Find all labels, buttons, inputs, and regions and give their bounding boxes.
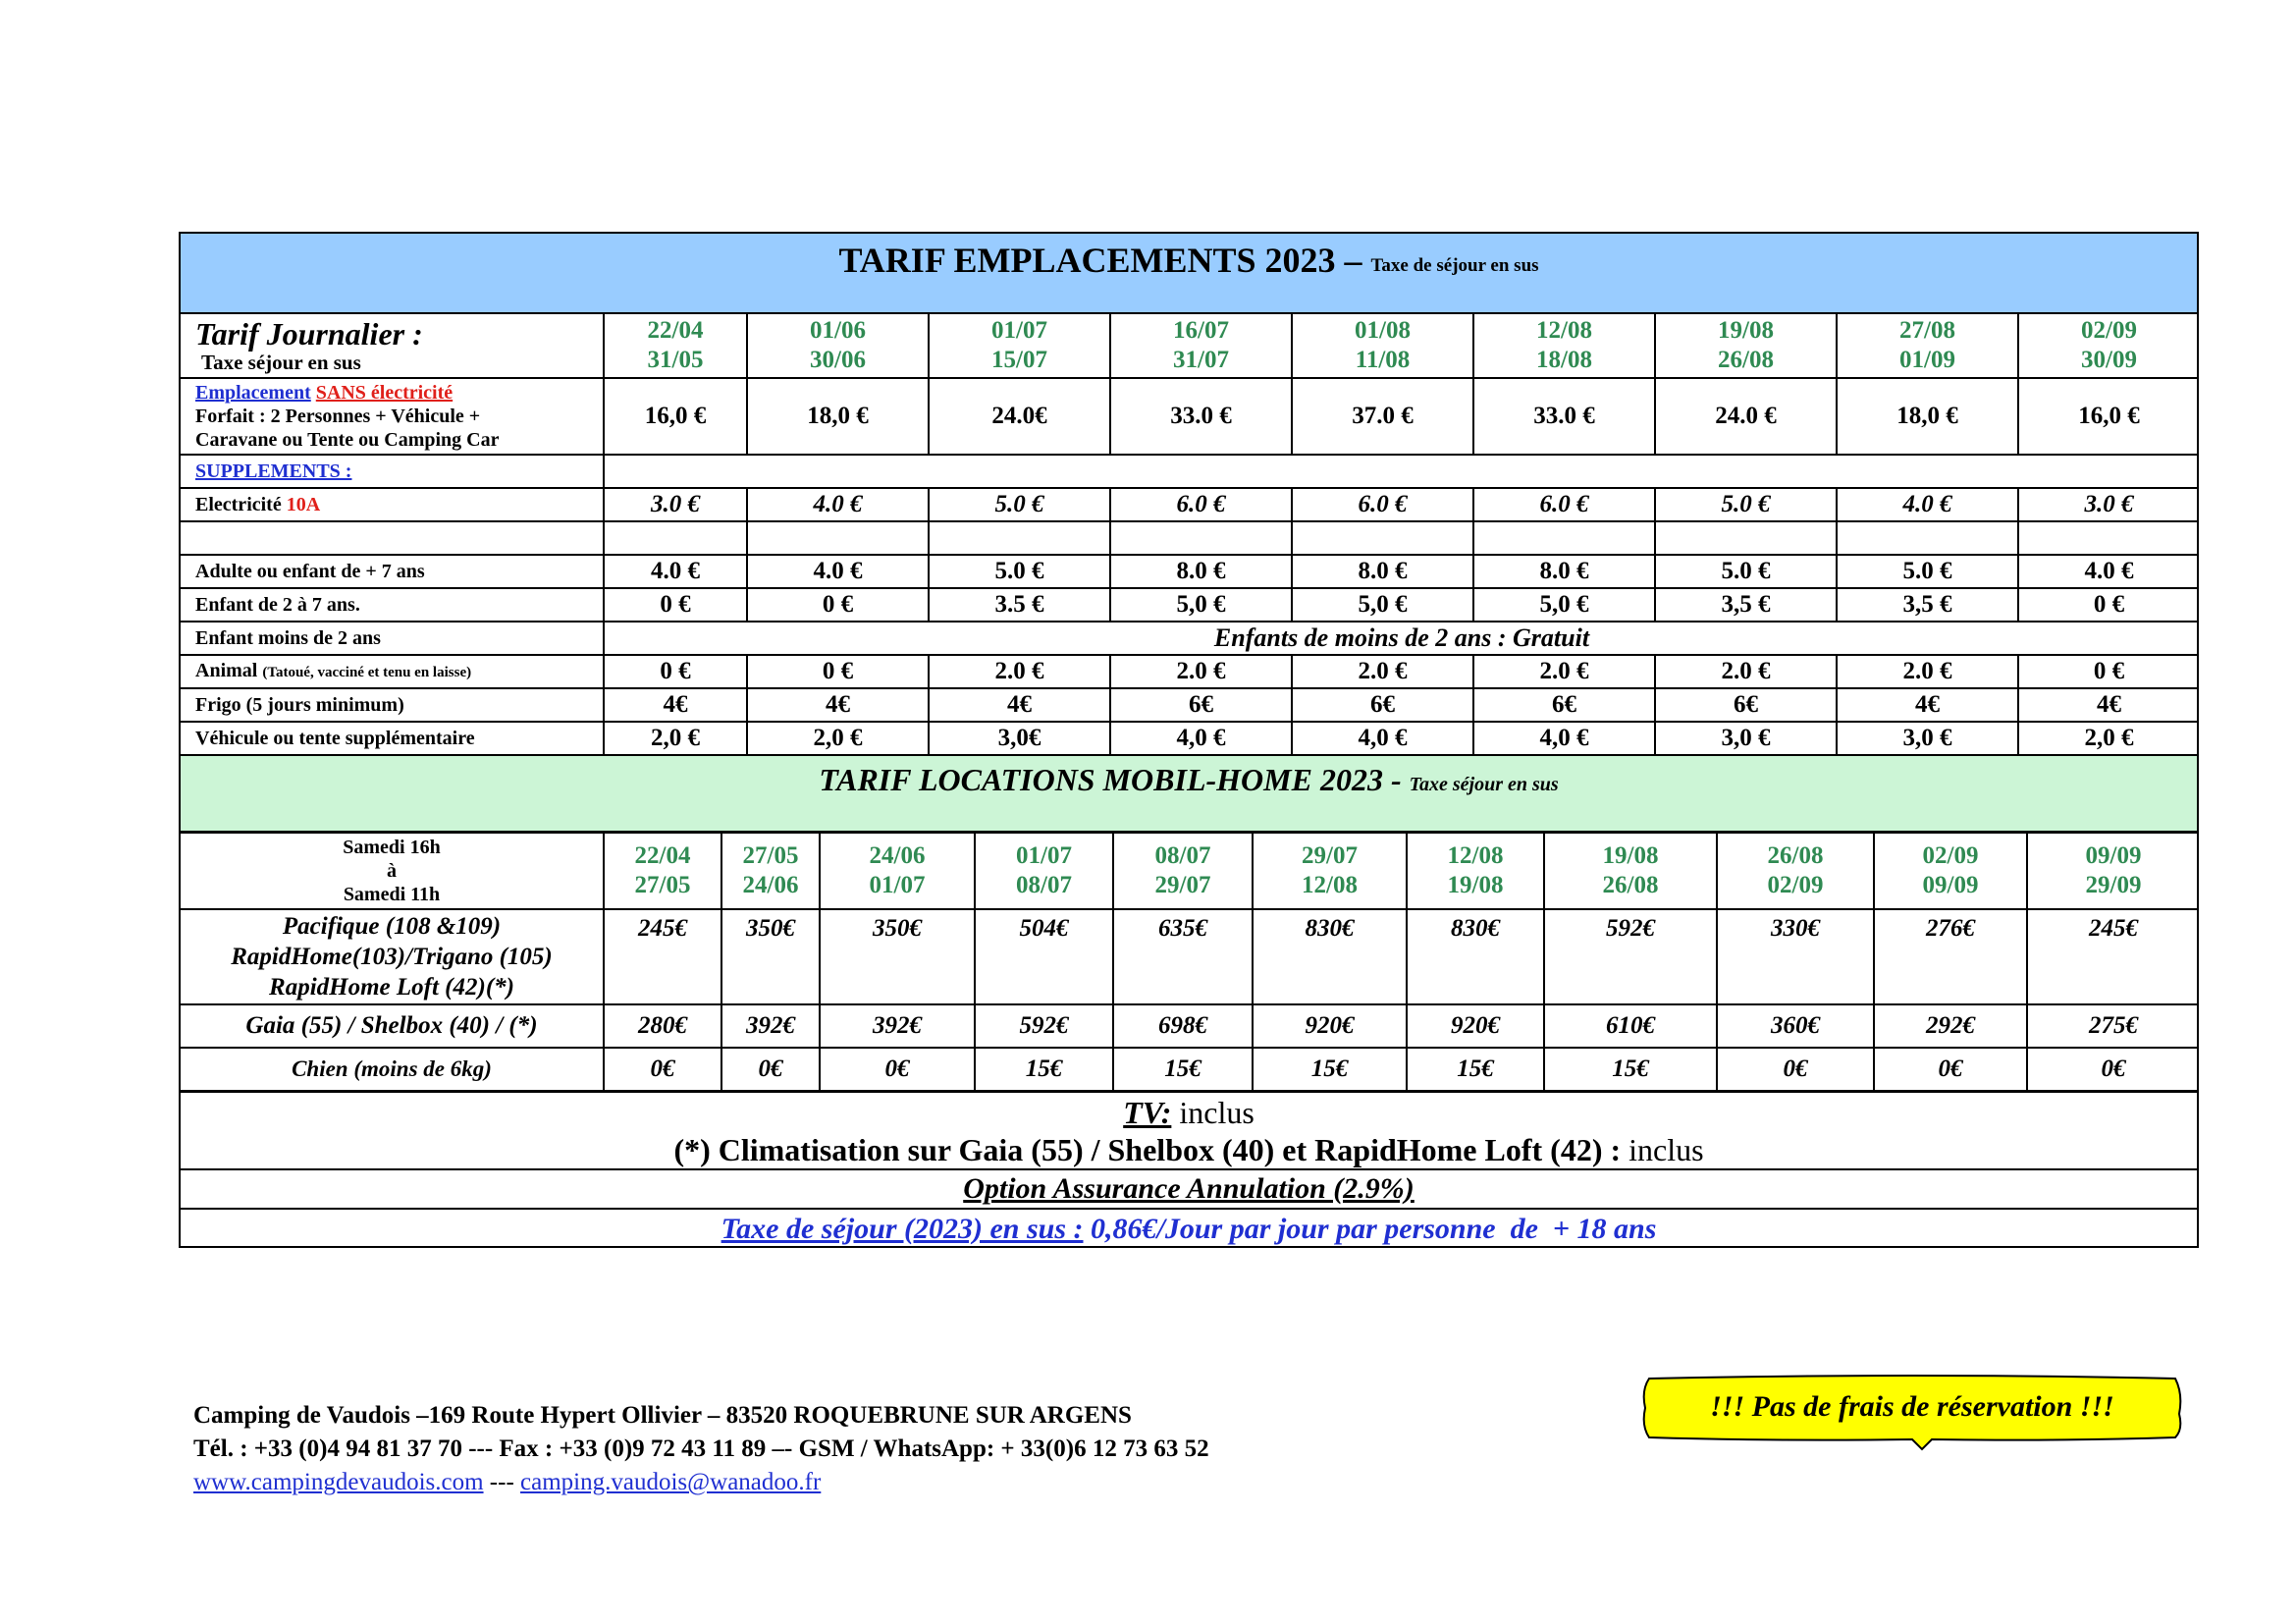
price-cell: 4.0 € — [2017, 556, 2199, 587]
price-cell: 15€ — [1406, 1049, 1543, 1090]
price-cell: 2.0 € — [1291, 656, 1472, 687]
price-cell: 15€ — [1252, 1049, 1406, 1090]
tariff-sheet — [179, 232, 2199, 1248]
price-cell: 0€ — [721, 1049, 819, 1090]
price-cell: 610€ — [1543, 1005, 1716, 1047]
email-link[interactable]: camping.vaudois@wanadoo.fr — [520, 1469, 822, 1495]
price-cell: 37.0 € — [1291, 379, 1472, 454]
period-header-cell: 16/07 31/07 — [1109, 314, 1291, 377]
period-header-cell: 19/08 26/08 — [1654, 314, 1836, 377]
price-cell: 4.0 € — [603, 556, 746, 587]
period-header-cell: 02/09 30/09 — [2017, 314, 2199, 377]
price-cell: 24.0€ — [928, 379, 1109, 454]
price-cell: 292€ — [1873, 1005, 2026, 1047]
price-cell: 2.0 € — [1472, 656, 1654, 687]
price-cell: 18,0 € — [1836, 379, 2017, 454]
price-cell: 33.0 € — [1472, 379, 1654, 454]
price-cell: 5,0 € — [1109, 589, 1291, 621]
price-cell: 830€ — [1406, 910, 1543, 1003]
price-cell: 3,5 € — [1836, 589, 2017, 621]
period-header-cell: 09/09 29/09 — [2026, 834, 2199, 908]
price-cell: 16,0 € — [2017, 379, 2199, 454]
price-cell: 4€ — [746, 689, 928, 721]
period-header-cell: 12/08 19/08 — [1406, 834, 1543, 908]
price-cell: 330€ — [1716, 910, 1873, 1003]
price-cell: 5.0 € — [1654, 556, 1836, 587]
emplacements-title-suffix: Taxe de séjour en sus — [1370, 255, 1539, 276]
price-cell: 0€ — [603, 1049, 721, 1090]
period-header-cell: 01/08 11/08 — [1291, 314, 1472, 377]
price-cell: 3,0 € — [1836, 723, 2017, 754]
period-header-cell: 08/07 29/07 — [1112, 834, 1252, 908]
price-cell: 5.0 € — [1654, 489, 1836, 520]
price-cell: 2.0 € — [1109, 656, 1291, 687]
price-cell: 5.0 € — [928, 556, 1109, 587]
price-cell: 8.0 € — [1109, 556, 1291, 587]
gaia-row: Gaia (55) / Shelbox (40) / (*) 280€ 392€ 392€ 592€ 698€ 920€ 920€ 610€ 360€ 292€ 275€ — [181, 1003, 2197, 1047]
price-cell: 0€ — [1716, 1049, 1873, 1090]
price-cell: 6€ — [1472, 689, 1654, 721]
price-cell: 6.0 € — [1291, 489, 1472, 520]
assurance-row — [181, 1168, 2197, 1208]
period-header-cell: 26/08 02/09 — [1716, 834, 1873, 908]
emplacements-title: TARIF EMPLACEMENTS 2023 — [838, 241, 1336, 280]
price-cell: 245€ — [2026, 910, 2199, 1003]
supplements-row — [181, 454, 2197, 487]
price-cell: 3.5 € — [928, 589, 1109, 621]
vehicule-row: Véhicule ou tente supplémentaire 2,0 € 2,0 € 3,0€ 4,0 € 4,0 € 4,0 € 3,0 € 3,0 € 2,0 € — [181, 721, 2197, 754]
price-cell: 3.0 € — [603, 489, 746, 520]
price-cell: 5.0 € — [928, 489, 1109, 520]
price-cell: 592€ — [974, 1005, 1112, 1047]
price-cell: 0 € — [746, 656, 928, 687]
price-cell: 3,0 € — [1654, 723, 1836, 754]
price-cell: 2.0 € — [928, 656, 1109, 687]
price-cell: 4.0 € — [746, 556, 928, 587]
price-cell: 2.0 € — [1836, 656, 2017, 687]
price-cell: 8.0 € — [1472, 556, 1654, 587]
period-header-cell: 27/08 01/09 — [1836, 314, 2017, 377]
price-cell: 2.0 € — [1654, 656, 1836, 687]
period-header-cell: 29/07 12/08 — [1252, 834, 1406, 908]
price-cell: 5,0 € — [1291, 589, 1472, 621]
frigo-row: Frigo (5 jours minimum) 4€ 4€ 4€ 6€ 6€ 6€ 6€ 4€ 4€ — [181, 687, 2197, 721]
price-cell: 2,0 € — [603, 723, 746, 754]
price-cell: 350€ — [819, 910, 974, 1003]
price-cell: 4,0 € — [1291, 723, 1472, 754]
price-cell: 24.0 € — [1654, 379, 1836, 454]
price-cell: 2,0 € — [746, 723, 928, 754]
price-cell: 245€ — [603, 910, 721, 1003]
adulte-row: Adulte ou enfant de + 7 ans 4.0 € 4.0 € 5.0 € 8.0 € 8.0 € 8.0 € 5.0 € 5.0 € 4.0 € — [181, 554, 2197, 587]
period-header-cell: 01/07 15/07 — [928, 314, 1109, 377]
price-cell: 4€ — [928, 689, 1109, 721]
price-cell: 5,0 € — [1472, 589, 1654, 621]
period-header-cell: 19/08 26/08 — [1543, 834, 1716, 908]
price-cell: 275€ — [2026, 1005, 2199, 1047]
period-header-cell: 02/09 09/09 — [1873, 834, 2026, 908]
price-cell: 504€ — [974, 910, 1112, 1003]
period-header-cell: 22/04 27/05 — [603, 834, 721, 908]
price-cell: 280€ — [603, 1005, 721, 1047]
price-cell: 0 € — [603, 656, 746, 687]
price-cell: 392€ — [819, 1005, 974, 1047]
animal-row: Animal (Tatoué, vacciné et tenu en laisse) 0 € 0 € 2.0 € 2.0 € 2.0 € 2.0 € 2.0 € 2.0 € 0 € — [181, 654, 2197, 687]
price-cell: 4€ — [1836, 689, 2017, 721]
price-cell: 33.0 € — [1109, 379, 1291, 454]
price-cell: 0€ — [1873, 1049, 2026, 1090]
price-cell: 4,0 € — [1109, 723, 1291, 754]
locations-title: TARIF LOCATIONS MOBIL-HOME 2023 - — [819, 762, 1410, 797]
price-cell: 16,0 € — [603, 379, 746, 454]
price-cell: 15€ — [1543, 1049, 1716, 1090]
price-cell: 6.0 € — [1109, 489, 1291, 520]
enfant-row: Enfant de 2 à 7 ans. 0 € 0 € 3.5 € 5,0 € 5,0 € 5,0 € 3,5 € 3,5 € 0 € — [181, 587, 2197, 621]
price-cell: 0€ — [2026, 1049, 2199, 1090]
period-header-cell: 01/06 30/06 — [746, 314, 928, 377]
chien-row: Chien (moins de 6kg) 0€ 0€ 0€ 15€ 15€ 15€ 15€ 15€ 0€ 0€ 0€ — [181, 1047, 2197, 1090]
electricite-row: Electricité 10A 3.0 € 4.0 € 5.0 € 6.0 € 6.0 € 6.0 € 5.0 € 4.0 € 3.0 € — [181, 487, 2197, 520]
price-cell: 6€ — [1291, 689, 1472, 721]
price-cell: 392€ — [721, 1005, 819, 1047]
price-cell: 360€ — [1716, 1005, 1873, 1047]
price-cell: 0 € — [746, 589, 928, 621]
footer-phones: Tél. : +33 (0)4 94 81 37 70 --- Fax : +33 (0)9 72 43 11 89 –- GSM / WhatsApp: + 33(0)6 12 73 63 52 — [193, 1435, 1209, 1462]
locations-title-suffix: Taxe séjour en sus — [1409, 774, 1559, 795]
base-label-link[interactable]: Emplacement — [195, 382, 311, 404]
free-under-2-note: Enfants de moins de 2 ans : Gratuit — [603, 623, 2199, 654]
price-cell: 2,0 € — [2017, 723, 2199, 754]
price-cell: 6€ — [1109, 689, 1291, 721]
period-header-cell: 27/05 24/06 — [721, 834, 819, 908]
price-cell: 6€ — [1654, 689, 1836, 721]
empty-row — [181, 520, 2197, 554]
period-header-cell: 24/06 01/07 — [819, 834, 974, 908]
price-cell: 15€ — [1112, 1049, 1252, 1090]
price-cell: 3.0 € — [2017, 489, 2199, 520]
website-link[interactable]: www.campingdevaudois.com — [193, 1469, 484, 1495]
clim-label: (*) Climatisation sur Gaia (55) / Shelbox (40) et RapidHome Loft (42) : — [673, 1131, 1622, 1167]
price-cell: 3,5 € — [1654, 589, 1836, 621]
badge-text: !!! Pas de frais de réservation !!! — [1710, 1390, 2114, 1423]
price-cell: 0 € — [603, 589, 746, 621]
locations-period-header: Samedi 16h à Samedi 11h 22/04 27/05 27/05 24/06 24/06 01/07 01/07 08/07 08/07 29/07 29/07 12/08 12/08 19/08 19/08 26/08 26/08 02/09 02/09 09/09 09/09 29/09 — [181, 831, 2197, 908]
period-header-cell: 12/08 18/08 — [1472, 314, 1654, 377]
taxe-label: Taxe de séjour (2023) en sus : — [721, 1212, 1084, 1245]
period-header-cell: 22/04 31/05 — [603, 314, 746, 377]
price-cell: 920€ — [1252, 1005, 1406, 1047]
footer: Camping de Vaudois –169 Route Hypert Ollivier – 83520 ROQUEBRUNE SUR ARGENS Tél. : +33 (0)4 94 81 37 70 --- Fax : +33 (0)9 72 43 11 89 –- GSM / WhatsApp: + 33(0)6 12 73 63 52 www.campingdevaudois.com --- camping.vaudois@wanadoo.fr — [193, 1399, 1209, 1499]
daily-rate-label: Tarif Journalier : — [195, 316, 423, 352]
price-cell: 4€ — [2017, 689, 2199, 721]
price-cell: 0 € — [2017, 589, 2199, 621]
supplements-label[interactable]: SUPPLEMENTS : — [195, 460, 352, 482]
assurance-option: Option Assurance Annulation (2.9%) — [963, 1172, 1415, 1205]
price-cell: 635€ — [1112, 910, 1252, 1003]
price-cell: 698€ — [1112, 1005, 1252, 1047]
price-cell: 830€ — [1252, 910, 1406, 1003]
tv-label: TV: — [1123, 1094, 1172, 1130]
emplacements-title-banner: TARIF EMPLACEMENTS 2023 – Taxe de séjour en sus — [181, 234, 2197, 312]
price-cell: 0€ — [819, 1049, 974, 1090]
price-cell: 0 € — [2017, 656, 2199, 687]
price-cell: 4.0 € — [746, 489, 928, 520]
price-cell: 4€ — [603, 689, 746, 721]
price-cell: 592€ — [1543, 910, 1716, 1003]
price-cell: 4,0 € — [1472, 723, 1654, 754]
enfant-moins-row: Enfant moins de 2 ans Enfants de moins de 2 ans : Gratuit — [181, 621, 2197, 654]
price-cell: 4.0 € — [1836, 489, 2017, 520]
price-cell: 5.0 € — [1836, 556, 2017, 587]
emplacements-period-header — [181, 312, 2197, 377]
price-cell: 920€ — [1406, 1005, 1543, 1047]
base-forfait-row: Emplacement SANS électricité Forfait : 2 Personnes + Véhicule + Caravane ou Tente ou Camping Car 16,0 € 18,0 € 24.0€ 33.0 € 37.0 € 33.0 € 24.0 € 18,0 € 16,0 € — [181, 377, 2197, 454]
price-cell: 18,0 € — [746, 379, 928, 454]
period-header-cell: 01/07 08/07 — [974, 834, 1112, 908]
price-cell: 6.0 € — [1472, 489, 1654, 520]
price-cell: 276€ — [1873, 910, 2026, 1003]
price-cell: 8.0 € — [1291, 556, 1472, 587]
pacifique-row: Pacifique (108 &109) RapidHome(103)/Trigano (105) RapidHome Loft (42)(*) 245€ 350€ 350€ 504€ 635€ 830€ 830€ 592€ 330€ 276€ 245€ — [181, 908, 2197, 1003]
no-booking-fee-badge — [1637, 1375, 2187, 1451]
taxe-row: Taxe de séjour (2023) en sus : 0,86€/Jour par jour par personne de + 18 ans — [181, 1208, 2197, 1248]
daily-rate-subtitle: Taxe séjour en sus — [201, 351, 361, 374]
price-cell: 15€ — [974, 1049, 1112, 1090]
locations-title-banner — [181, 754, 2197, 831]
tv-clim-row: TV: inclus (*) Climatisation sur Gaia (55) / Shelbox (40) et RapidHome Loft (42) : inclus — [181, 1090, 2197, 1168]
price-cell: 350€ — [721, 910, 819, 1003]
footer-address: Camping de Vaudois –169 Route Hypert Ollivier – 83520 ROQUEBRUNE SUR ARGENS — [193, 1402, 1132, 1429]
price-cell: 3,0€ — [928, 723, 1109, 754]
